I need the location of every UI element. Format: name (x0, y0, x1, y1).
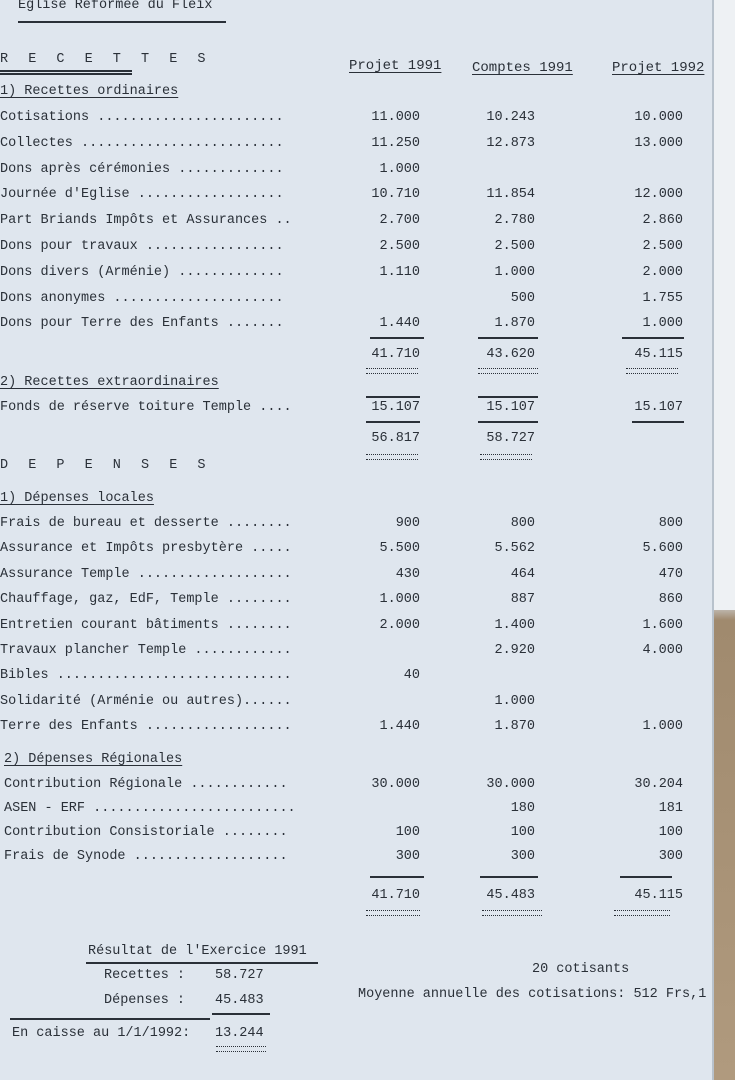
row-value-c1: 900 (395, 516, 420, 531)
row-value-c3: 1.000 (642, 719, 683, 735)
row-label: Terre des Enfants .................. (0, 719, 292, 735)
row-value-c3: 4.000 (642, 643, 683, 658)
double-underline (626, 368, 678, 374)
row-value-c3: 13.000 (634, 135, 683, 151)
double-underline (366, 368, 418, 374)
row-label: Dons anonymes ..................... (0, 290, 284, 306)
row-value-c3: 1.755 (642, 290, 683, 306)
row-value-c1: 1.110 (379, 264, 420, 280)
recettes-extra-projet-1991: 15.107 (371, 400, 420, 415)
sum-line (366, 421, 420, 423)
row-value-c3: 470 (658, 566, 683, 582)
sum-line (478, 421, 538, 423)
row-value-c3: 30.204 (634, 777, 683, 792)
double-underline (366, 454, 418, 460)
row-value-c2: 1.870 (494, 316, 535, 332)
row-label: Cotisations ....................... (0, 110, 284, 125)
recettes-extra-label: Fonds de réserve toiture Temple .... (0, 400, 292, 415)
row-value-c1: 10.710 (371, 187, 420, 203)
column-header-comptes-1991: Comptes 1991 (472, 60, 573, 76)
resultat-recettes-label: Recettes : (104, 968, 186, 983)
row-value-c1: 11.000 (371, 110, 420, 125)
recettes-ordinaires-heading: 1) Recettes ordinaires (0, 84, 179, 99)
resultat-title: Résultat de l'Exercice 1991 (88, 944, 307, 959)
sum-line (480, 876, 538, 878)
row-value-c2: 100 (510, 825, 535, 840)
document-title: Eglise Réformée du Fleix (18, 0, 213, 13)
column-header-projet-1992: Projet 1992 (612, 60, 705, 76)
row-value-c3: 1.600 (642, 617, 683, 633)
row-value-c1: 11.250 (371, 135, 420, 151)
row-value-c3: 100 (658, 825, 683, 840)
row-value-c1: 40 (403, 668, 420, 684)
row-value-c1: 1.440 (379, 719, 420, 735)
sum-line (478, 337, 538, 339)
row-value-c3: 1.000 (642, 316, 683, 332)
row-label: Collectes ......................... (0, 135, 284, 151)
row-value-c2: 1.400 (494, 617, 535, 633)
row-value-c3: 2.500 (642, 239, 683, 254)
row-value-c3: 181 (658, 801, 683, 816)
row-value-c2: 30.000 (486, 777, 535, 792)
double-underline (216, 1046, 266, 1052)
row-label: Entretien courant bâtiments ........ (0, 617, 292, 633)
recettes-extraordinaires-heading: 2) Recettes extraordinaires (0, 375, 219, 390)
row-value-c1: 100 (395, 825, 420, 840)
row-value-c1: 1.000 (379, 161, 420, 177)
row-value-c1: 300 (395, 849, 420, 864)
row-value-c3: 860 (658, 592, 683, 608)
row-label: Contribution Régionale ............ (4, 777, 288, 792)
cotisants-moyenne: Moyenne annuelle des cotisations: 512 Frs,1 (358, 987, 707, 1002)
row-label: Assurance et Impôts presbytère ..... (0, 541, 292, 557)
row-value-c1: 2.500 (379, 239, 420, 254)
recettes-extra-comptes-1991: 15.107 (486, 400, 535, 415)
sum-line (620, 876, 672, 878)
depenses-heading: D E P E N S E S (0, 458, 212, 473)
recettes-underline-2 (0, 73, 132, 75)
row-label: Assurance Temple ................... (0, 566, 292, 582)
resultat-recettes-value: 58.727 (215, 968, 264, 983)
sum-line (212, 1013, 270, 1015)
row-value-c1: 430 (395, 566, 420, 582)
row-value-c3: 12.000 (634, 187, 683, 203)
row-label: Part Briands Impôts et Assurances .. (0, 213, 292, 229)
double-underline (480, 454, 532, 460)
caisse-value: 13.244 (215, 1026, 264, 1041)
row-label: Contribution Consistoriale ........ (4, 825, 288, 840)
recettes-ordinaires-total-projet-1992: 45.115 (634, 347, 683, 362)
row-value-c3: 5.600 (642, 541, 683, 557)
depenses-locales-heading: 1) Dépenses locales (0, 491, 154, 506)
row-value-c2: 11.854 (486, 187, 535, 203)
sum-line (478, 396, 538, 398)
row-value-c1: 2.700 (379, 213, 420, 229)
row-value-c3: 800 (658, 516, 683, 531)
row-value-c1: 1.440 (379, 316, 420, 332)
cotisants-count: 20 cotisants (532, 962, 630, 977)
resultat-underline (86, 962, 318, 964)
row-value-c3: 300 (658, 849, 683, 864)
row-value-c2: 887 (510, 592, 535, 608)
row-value-c2: 464 (510, 566, 535, 582)
row-label: Chauffage, gaz, EdF, Temple ........ (0, 592, 292, 608)
column-header-projet-1991: Projet 1991 (349, 58, 442, 74)
row-value-c3: 10.000 (634, 110, 683, 125)
recettes-extra-projet-1992: 15.107 (634, 400, 683, 415)
sum-line (370, 337, 424, 339)
row-label: Dons après cérémonies ............. (0, 161, 284, 177)
row-label: Dons divers (Arménie) ............. (0, 264, 284, 280)
row-value-c2: 2.920 (494, 643, 535, 658)
recettes-heading: R E C E T T E S (0, 52, 212, 67)
double-underline (482, 910, 542, 916)
depenses-total-projet-1991: 41.710 (371, 888, 420, 903)
caisse-line (10, 1018, 210, 1020)
row-value-c2: 1.870 (494, 719, 535, 735)
row-value-c1: 1.000 (379, 592, 420, 608)
row-label: Frais de bureau et desserte ........ (0, 516, 292, 531)
row-label: Travaux plancher Temple ............ (0, 643, 292, 658)
depenses-total-projet-1992: 45.115 (634, 888, 683, 903)
row-label: Journée d'Eglise .................. (0, 187, 284, 203)
recettes-total-comptes-1991: 58.727 (486, 431, 535, 446)
row-value-c2: 10.243 (486, 110, 535, 125)
row-label: Dons pour Terre des Enfants ....... (0, 316, 284, 332)
row-value-c2: 2.780 (494, 213, 535, 229)
row-value-c2: 300 (510, 849, 535, 864)
row-value-c2: 180 (510, 801, 535, 816)
resultat-depenses-label: Dépenses : (104, 993, 186, 1008)
sum-line (366, 396, 420, 398)
row-label: ASEN - ERF ......................... (4, 801, 296, 816)
recettes-total-projet-1991: 56.817 (371, 431, 420, 446)
depenses-total-comptes-1991: 45.483 (486, 888, 535, 903)
row-value-c2: 2.500 (494, 239, 535, 254)
row-value-c1: 30.000 (371, 777, 420, 792)
row-value-c3: 2.860 (642, 213, 683, 229)
recettes-underline (0, 70, 132, 72)
caisse-label: En caisse au 1/1/1992: (12, 1026, 191, 1041)
row-label: Solidarité (Arménie ou autres)...... (0, 693, 292, 709)
sum-line (370, 876, 424, 878)
resultat-depenses-value: 45.483 (215, 993, 264, 1008)
row-value-c2: 1.000 (494, 264, 535, 280)
row-value-c2: 5.562 (494, 541, 535, 557)
depenses-regionales-heading: 2) Dépenses Régionales (4, 752, 183, 767)
sum-line (622, 337, 684, 339)
double-underline (366, 910, 420, 916)
row-value-c2: 800 (510, 516, 535, 531)
row-value-c2: 12.873 (486, 135, 535, 151)
recettes-ordinaires-total-projet-1991: 41.710 (371, 347, 420, 362)
row-label: Bibles ............................. (0, 668, 292, 684)
recettes-ordinaires-total-comptes-1991: 43.620 (486, 347, 535, 362)
row-value-c1: 5.500 (379, 541, 420, 557)
row-label: Dons pour travaux ................. (0, 239, 284, 254)
sum-line (632, 421, 684, 423)
row-value-c2: 1.000 (494, 693, 535, 709)
double-underline (478, 368, 538, 374)
row-label: Frais de Synode ................... (4, 849, 288, 864)
row-value-c2: 500 (510, 290, 535, 306)
row-value-c3: 2.000 (642, 264, 683, 280)
double-underline (614, 910, 670, 916)
row-value-c1: 2.000 (379, 617, 420, 633)
title-underline (18, 21, 226, 23)
